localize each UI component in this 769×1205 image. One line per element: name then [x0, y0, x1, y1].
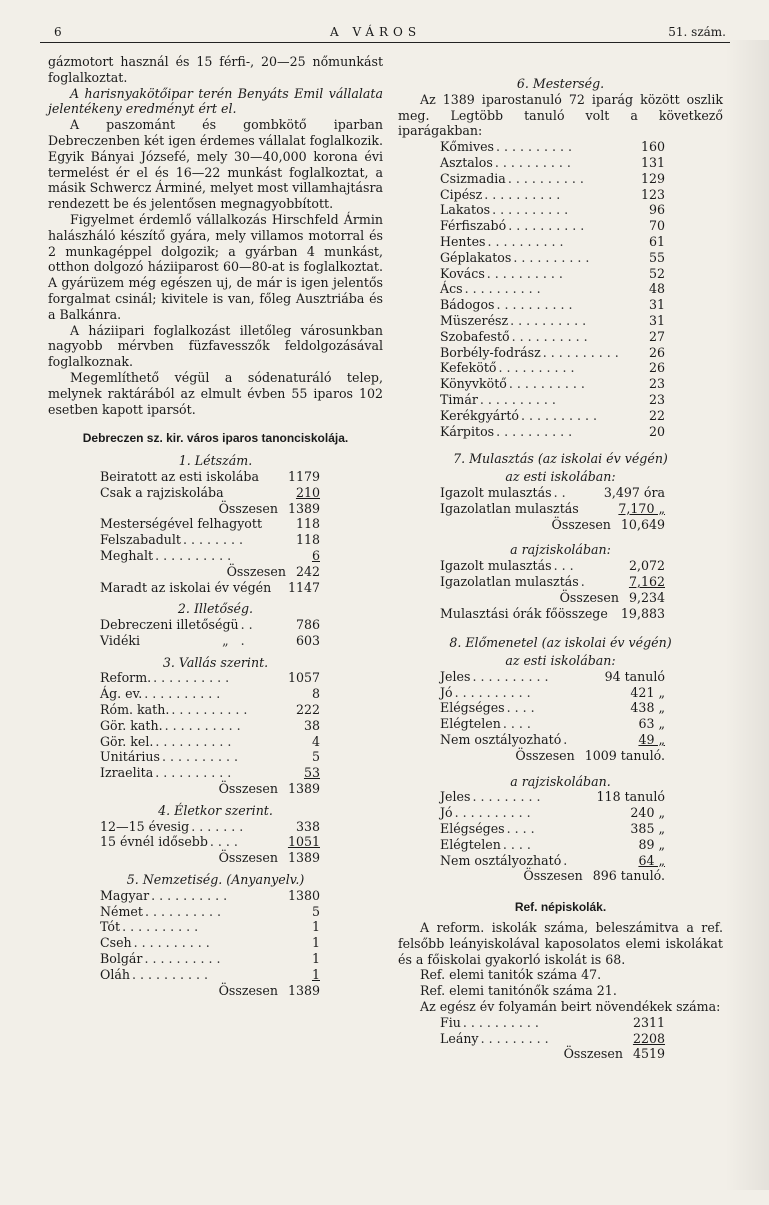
total-row: Összesen 1389 — [218, 500, 320, 516]
table-row: Elégséges .... 438 „ — [440, 700, 665, 716]
paragraph-text: A harisnyakötőipar terén Benyáts Emil vállalata jelentékeny eredményt ért el. — [48, 85, 383, 117]
absence-table-evening — [398, 485, 665, 532]
grand-total-row: Mulasztási órák főösszege 19,883 — [440, 605, 665, 621]
paragraph: gázmotort használ és 15 férfi-, 20—25 nőmunkást foglalkoztat. — [48, 54, 383, 85]
table-row: Nem osztályozható . 64 „ — [440, 852, 665, 868]
subsection-title: az esti iskolában: — [505, 469, 616, 485]
ref-schools-title: Ref. népiskolák. — [514, 900, 607, 915]
table-row: Jeles .......... 94 tanuló — [440, 668, 665, 684]
stat-table-3 — [48, 670, 320, 796]
table-row: Beiratott az esti iskolába 1179 — [100, 468, 320, 484]
total-row: Összesen 242 — [226, 563, 320, 579]
table-row: Könyvkötő .......... 23 — [440, 376, 665, 392]
total-row: Összesen 10,649 — [551, 516, 665, 532]
table-row: Jeles ......... 118 tanuló — [440, 789, 665, 805]
table-row: Kovács .......... 52 — [440, 265, 665, 281]
progress-table-evening — [398, 669, 665, 764]
paragraph: Megemlíthető végül a sódenaturáló telep, melynek raktárából az elmult évben 55 iparos 102 esetben kapott iparsót. — [48, 369, 383, 417]
newspaper-title: A VÁROS — [330, 25, 422, 39]
table-row: Lakatos .......... 96 — [440, 202, 665, 218]
subsection-title: a rajziskolában. — [510, 773, 611, 789]
table-row: Asztalos .......... 131 — [440, 154, 665, 170]
table-row: 15 évnél idősebb .... 1051 — [100, 834, 320, 850]
paragraph — [48, 86, 383, 118]
table-row: Kőmives .......... 160 — [440, 139, 665, 155]
paragraph: Az 1389 iparostanuló 72 iparág között oszlik meg. Legtöbb tanuló volt a következő iparágakban: — [398, 91, 723, 139]
section-title: 2. Illetőség. — [177, 601, 254, 617]
table-row: Reform. .......... 1057 — [100, 670, 320, 686]
paragraph: Ref. elemi tanitónők száma 21. — [420, 983, 617, 999]
section-title: 7. Mulasztás (az iskolai év végén) — [453, 451, 668, 467]
total-row: Összesen 1389 — [218, 850, 320, 866]
page-number: 6 — [54, 25, 62, 39]
table-row: Igazolt mulasztás .. 3,497 óra — [440, 484, 665, 500]
table-row: Ács .......... 48 — [440, 281, 665, 297]
issue-number: 51. szám. — [668, 25, 726, 39]
table-row: Csak a rajziskolába 210 — [100, 484, 320, 500]
table-row: Igazolt mulasztás ... 2,072 — [440, 558, 665, 574]
table-row: Szobafestő .......... 27 — [440, 328, 665, 344]
paragraph: A paszománt és gombkötő iparban Debreczenben két igen érdemes vállalat foglalkozik. Egyik Bányai Józsefé, mely 30—40,000 korona évi termelést ér el és 16—22 munkást foglalkoztat, a másik Schwercz Árminé, melyet most villamhajtásra rendezett be és jelentősen megnagyobbított. — [48, 117, 383, 212]
table-row: Igazolatlan mulasztás . 7,162 — [440, 573, 665, 589]
total-row: Összesen 1009 tanuló. — [515, 747, 665, 763]
table-row: Kefekötő .......... 26 — [440, 360, 665, 376]
table-row: Hentes .......... 61 — [440, 233, 665, 249]
total-row: Összesen 9,234 — [559, 589, 665, 605]
table-row: Kárpitos .......... 20 — [440, 423, 665, 439]
page-edge-shadow — [725, 40, 769, 1190]
table-row: Cipész .......... 123 — [440, 186, 665, 202]
table-row: Elégtelen .... 89 „ — [440, 836, 665, 852]
stat-table-1 — [48, 469, 320, 595]
table-row: Meghalt .......... 6 — [100, 547, 320, 563]
table-row: Elégséges .... 385 „ — [440, 821, 665, 837]
table-row: Bolgár .......... 1 — [100, 951, 320, 967]
table-row: Unitárius .......... 5 — [100, 749, 320, 765]
table-row: Cseh .......... 1 — [100, 935, 320, 951]
table-row: Férfiszabó .......... 70 — [440, 218, 665, 234]
pupils-table — [398, 1015, 665, 1062]
table-row: Mesterségével felhagyott 118 — [100, 516, 320, 532]
paragraph: Az egész év folyamán beirt növendékek száma: — [420, 999, 721, 1015]
section-title: 6. Mesterség. — [516, 76, 605, 91]
section-title: 3. Vallás szerint. — [162, 654, 269, 670]
table-row: Izraelita .......... 53 — [100, 765, 320, 781]
table-row: Magyar .......... 1380 — [100, 887, 320, 903]
table-row: Jó .......... 421 „ — [440, 684, 665, 700]
table-row: Géplakatos .......... 55 — [440, 249, 665, 265]
table-row: Róm. kath. .......... 222 — [100, 702, 320, 718]
total-row: Összesen 1389 — [218, 982, 320, 998]
school-title: Debreczen sz. kir. város iparos tanonciskolája. — [82, 431, 349, 446]
stat-table-2 — [48, 617, 320, 649]
subsection-title: az esti iskolában: — [505, 653, 616, 669]
total-row: Összesen 896 tanuló. — [523, 868, 665, 884]
absence-table-drawing — [398, 558, 665, 621]
table-row: Ág. ev. .......... 8 — [100, 686, 320, 702]
paragraph: A reform. iskolák száma, beleszámitva a ref. felsőbb leányiskolával kaposolatos elemi iskolákat és a főiskolai gyakorló iskolát is 68. — [398, 920, 723, 967]
paragraph: Figyelmet érdemlő vállalkozás Hirschfeld Ármin halászháló készítő gyára, mely villamos motorral és 2 munkagéppel dolgozik; a gyárban 4 munkást, otthon dolgozó háziiparost 60—80-at is foglalkoztat. A gyárüzem még egészen uj, de már is igen jelentős forgalmat csinál; kivitele is van, főleg Ausztriába és a Balkánra. — [48, 211, 383, 322]
table-row: Tót .......... 1 — [100, 919, 320, 935]
table-row: Nem osztályozható . 49 „ — [440, 732, 665, 748]
table-row: Német .......... 5 — [100, 903, 320, 919]
page-header — [40, 22, 730, 43]
section-title: 8. Előmenetel (az iskolai év végén) — [449, 635, 672, 651]
table-row: Bádogos .......... 31 — [440, 297, 665, 313]
section-title: 1. Létszám. — [178, 453, 253, 469]
progress-table-drawing — [398, 789, 665, 884]
section-title: 4. Életkor szerint. — [158, 802, 273, 818]
table-row: Jó .......... 240 „ — [440, 805, 665, 821]
table-row: Fiu .......... 2311 — [440, 1014, 665, 1030]
table-row: Debreczeni illetőségü .. 786 — [100, 617, 320, 633]
table-row: Vidéki „ . 603 — [100, 632, 320, 648]
stat-table-4 — [48, 819, 320, 866]
table-row: Oláh .......... 1 — [100, 966, 320, 982]
total-row: Összesen 4519 — [563, 1046, 665, 1062]
paragraph: Ref. elemi tanitók száma 47. — [420, 967, 602, 983]
table-row: Csizmadia .......... 129 — [440, 170, 665, 186]
table-row: Maradt az iskolai év végén 1147 — [100, 579, 320, 595]
section-title: 5. Nemzetiség. (Anyanyelv.) — [126, 872, 305, 888]
table-row: Gör. kath. .......... 38 — [100, 717, 320, 733]
table-row: Felszabadult ........ 118 — [100, 532, 320, 548]
table-row: Borbély-fodrász .......... 26 — [440, 344, 665, 360]
table-row: Igazolatlan mulasztás 7,170 „ — [440, 500, 665, 516]
left-column — [48, 54, 383, 998]
table-row: Kerékgyártó .......... 22 — [440, 407, 665, 423]
total-row: Összesen 1389 — [218, 781, 320, 797]
table-row: Elégtelen .... 63 „ — [440, 716, 665, 732]
trade-table — [398, 139, 665, 439]
table-row: Timár .......... 23 — [440, 391, 665, 407]
table-row: 12—15 évesig ....... 338 — [100, 818, 320, 834]
stat-table-5 — [48, 888, 320, 999]
table-row: Müszerész .......... 31 — [440, 312, 665, 328]
paragraph: A háziipari foglalkozást illetőleg városunkban nagyobb mérvben füzfavesszők feldolgozásával foglalkoznak. — [48, 322, 383, 370]
table-row: Gör. kel. .......... 4 — [100, 733, 320, 749]
table-row: Leány ......... 2208 — [440, 1030, 665, 1046]
right-column — [398, 54, 723, 1062]
subsection-title: a rajziskolában: — [510, 542, 611, 558]
